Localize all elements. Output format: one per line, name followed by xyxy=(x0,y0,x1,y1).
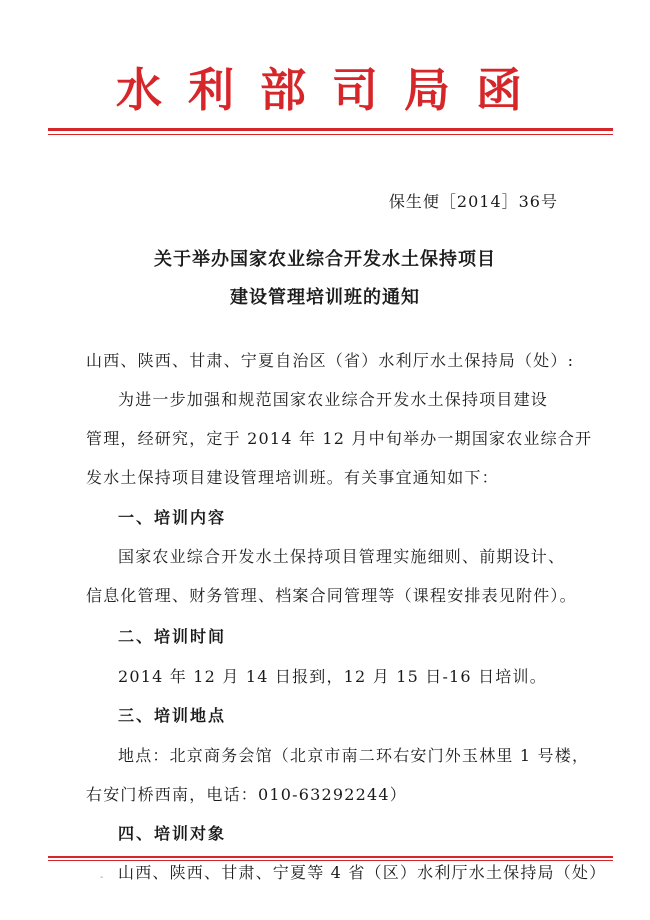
section-1-heading: 一、培训内容 xyxy=(118,508,227,527)
section-2-line-1: 2014 年 12 月 14 日报到，12 月 15 日-16 日培训。 xyxy=(118,667,547,686)
section-4-heading: 四、培训对象 xyxy=(118,824,227,843)
letterhead-rule-thick xyxy=(48,128,613,131)
section-3-line-1: 地点：北京商务会馆（北京市南二环右安门外玉林里 1 号楼， xyxy=(118,746,590,765)
intro-line-2: 管理，经研究，定于 2014 年 12 月中旬举办一期国家农业综合开 xyxy=(86,429,593,448)
letterhead-rule-thin xyxy=(48,134,613,135)
document-title-line-2: 建设管理培训班的通知 xyxy=(230,287,420,308)
footer-rule-thin xyxy=(48,860,613,861)
document-number: 保生便［2014］36号 xyxy=(388,192,558,211)
recipients-line: 山西、陕西、甘肃、宁夏自治区（省）水利厅水土保持局（处）: xyxy=(86,351,575,370)
section-3-heading: 三、培训地点 xyxy=(118,706,227,725)
section-1-line-2: 信息化管理、财务管理、档案合同管理等（课程安排表见附件）。 xyxy=(86,586,577,605)
footer-mark: - xyxy=(100,872,104,883)
section-2-heading: 二、培训时间 xyxy=(118,627,227,646)
footer-rule-thick xyxy=(48,856,613,858)
section-1-line-1: 国家农业综合开发水土保持项目管理实施细则、前期设计、 xyxy=(118,547,566,566)
intro-line-1: 为进一步加强和规范国家农业综合开发水土保持项目建设 xyxy=(118,390,549,409)
document-title-line-1: 关于举办国家农业综合开发水土保持项目 xyxy=(154,249,496,270)
section-4-line-1: 山西、陕西、甘肃、宁夏等 4 省（区）水利厅水土保持局（处） xyxy=(118,863,607,882)
section-3-line-2: 右安门桥西南，电话：010-63292244） xyxy=(86,785,407,804)
letterhead-title: 水利部司局函 xyxy=(116,63,548,117)
intro-line-3: 发水土保持项目建设管理培训班。有关事宜通知如下： xyxy=(86,468,499,487)
